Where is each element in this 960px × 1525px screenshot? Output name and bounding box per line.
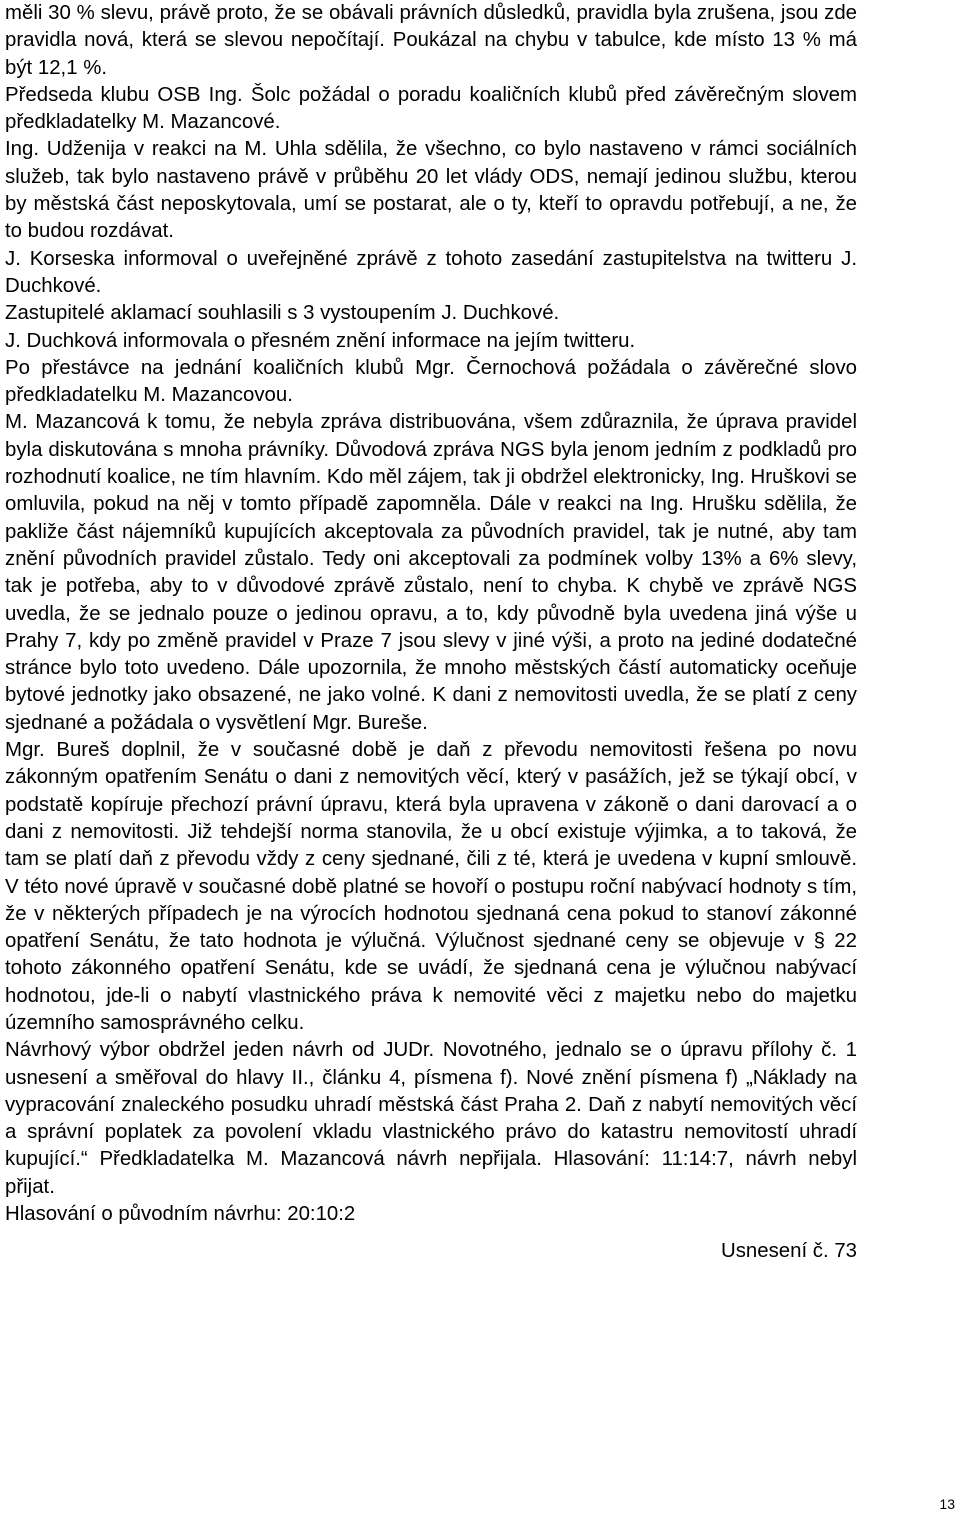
page-number: 13 <box>939 1496 955 1512</box>
paragraph-break-request: Po přestávce na jednání koaličních klubů Mgr. Černochová požádala o závěrečné slovo předkladatelku M. Mazancovou. <box>5 356 857 407</box>
resolution-label: Usnesení č. 73 <box>720 1240 857 1263</box>
document-body <box>5 0 857 1266</box>
paragraph-osb-request: Předseda klubu OSB Ing. Šolc požádal o poradu koaličních klubů před závěrečným slovem předkladatelky M. Mazancové. <box>5 83 857 134</box>
paragraph-original-vote: Hlasování o původním návrhu: 20:10:2 <box>5 1203 356 1226</box>
paragraph-acclamation: Zastupitelé aklamací souhlasili s 3 vystoupením J. Duchkové. <box>5 302 560 325</box>
paragraph-korseska-twitter: J. Korseska informoval o uveřejněné zprávě z tohoto zasedání zastupitelstva na twitteru J. Duchkové. <box>5 247 857 297</box>
paragraph-proposal-committee: Návrhový výbor obdržel jeden návrh od JUDr. Novotného, jednalo se o úpravu přílohy č. 1 usnesení a směřoval do hlavy II., článku 4, písmena f). Nové znění písmena f) „Náklady na vypracování znaleckého posudku uhradí městská část Praha 2. Daň z nabytí nemovitých věcí a správní poplatek za povolení vkladu vlastnického právo do katastru nemovitostí uhradí kupující.“ Předkladatelka M. Mazancová návrh nepřijala. Hlasování: 11:14:7, návrh nebyl přijat. <box>5 1039 857 1198</box>
paragraph-bures-tax: Mgr. Bureš doplnil, že v současné době je daň z převodu nemovitosti řešena po novu zákonným opatřením Senátu o dani z nemovitých věcí, který v pasážích, jež se týkají obcí, v podstatě kopíruje přechozí právní úpravu, která byla upravena v zákoně o dani darovací a o dani z nemovitosti. Již tehdejší norma stanovila, že u obcí existuje výjimka, a to taková, že tam se platí daň z převodu vždy z ceny sjednané, čili z té, která je uvedena v kupní smlouvě. V této nové úpravě v současné době platné se hovoří o postupu roční nabývací hodnoty s tím, že v některých případech je na výrocích hodnotou sjednaná cena pokud to stanoví zákonné opatření Senátu, že tato hodnota je výlučná. Výlučnost sjednané ceny se objevuje v § 22 tohoto zákonného opatření Senátu, kde se uvádí, že sjednaná cena je výlučnou nabývací hodnotou, jde-li o nabytí vlastnického práva k nemovité věci z majetku nebo do majetku územního samosprávného celku. <box>5 739 857 1034</box>
paragraph-sleva-continuation: měli 30 % slevu, právě proto, že se obávali právních důsledků, pravidla byla zrušena, jsou zde pravidla nová, která se slevou nepočítají. Poukázal na chybu v tabulce, kde místo 13 % má být 12,1 %. <box>5 2 857 79</box>
paragraph-duchkova-twitter: J. Duchková informovala o přesném znění informace na jejím twitteru. <box>5 329 636 352</box>
paragraph-udzenija-reply: Ing. Udženija v reakci na M. Uhla sdělila, že všechno, co bylo nastaveno v rámci sociálních služeb, tak bylo nastaveno právě v průběhu 20 let vlády ODS, nemají jedinou službu, kterou by městská část neposkytovala, umí se postarat, ale o ty, kteří to opravdu potřebují, a ne, že to budou rozdávat. <box>5 138 857 243</box>
paragraph-mazancova-final: M. Mazancová k tomu, že nebyla zpráva distribuována, všem zdůraznila, že úprava pravidel byla diskutována s mnoha právníky. Důvodová zpráva NGS byla jenom jedním z podkladů pro rozhodnutí koalice, ne tím hlavním. Kdo měl zájem, tak ji obdržel elektronicky, Ing. Hruškovi se omluvila, pokud na něj v tomto případě zapomněla. Dále v reakci na Ing. Hrušku sdělila, že pakliže část nájemníků kupujících akceptovala za původních pravidel, tak je nutné, aby tam znění původních pravidel zůstalo. Tedy oni akceptovali za podmínek volby 13% a 6% slevy, tak je potřeba, aby to v důvodové zprávě zůstalo, není to chyba. K chybě ve zprávě NGS uvedla, že se jednalo pouze o jedinou opravu, a to, kdy původně byla uvedena jiná výše u Prahy 7, kdy po změně pravidel v Praze 7 jsou slevy v jiné výši, a proto na jediné dodatečné stránce bylo toto uvedeno. Dále upozornila, že mnoho městských částí automaticky oceňuje bytové jednotky jako obsazené, ne jako volné. K dani z nemovitosti uvedla, že se platí z ceny sjednané a požádala o vysvětlení Mgr. Bureše. <box>5 411 857 734</box>
